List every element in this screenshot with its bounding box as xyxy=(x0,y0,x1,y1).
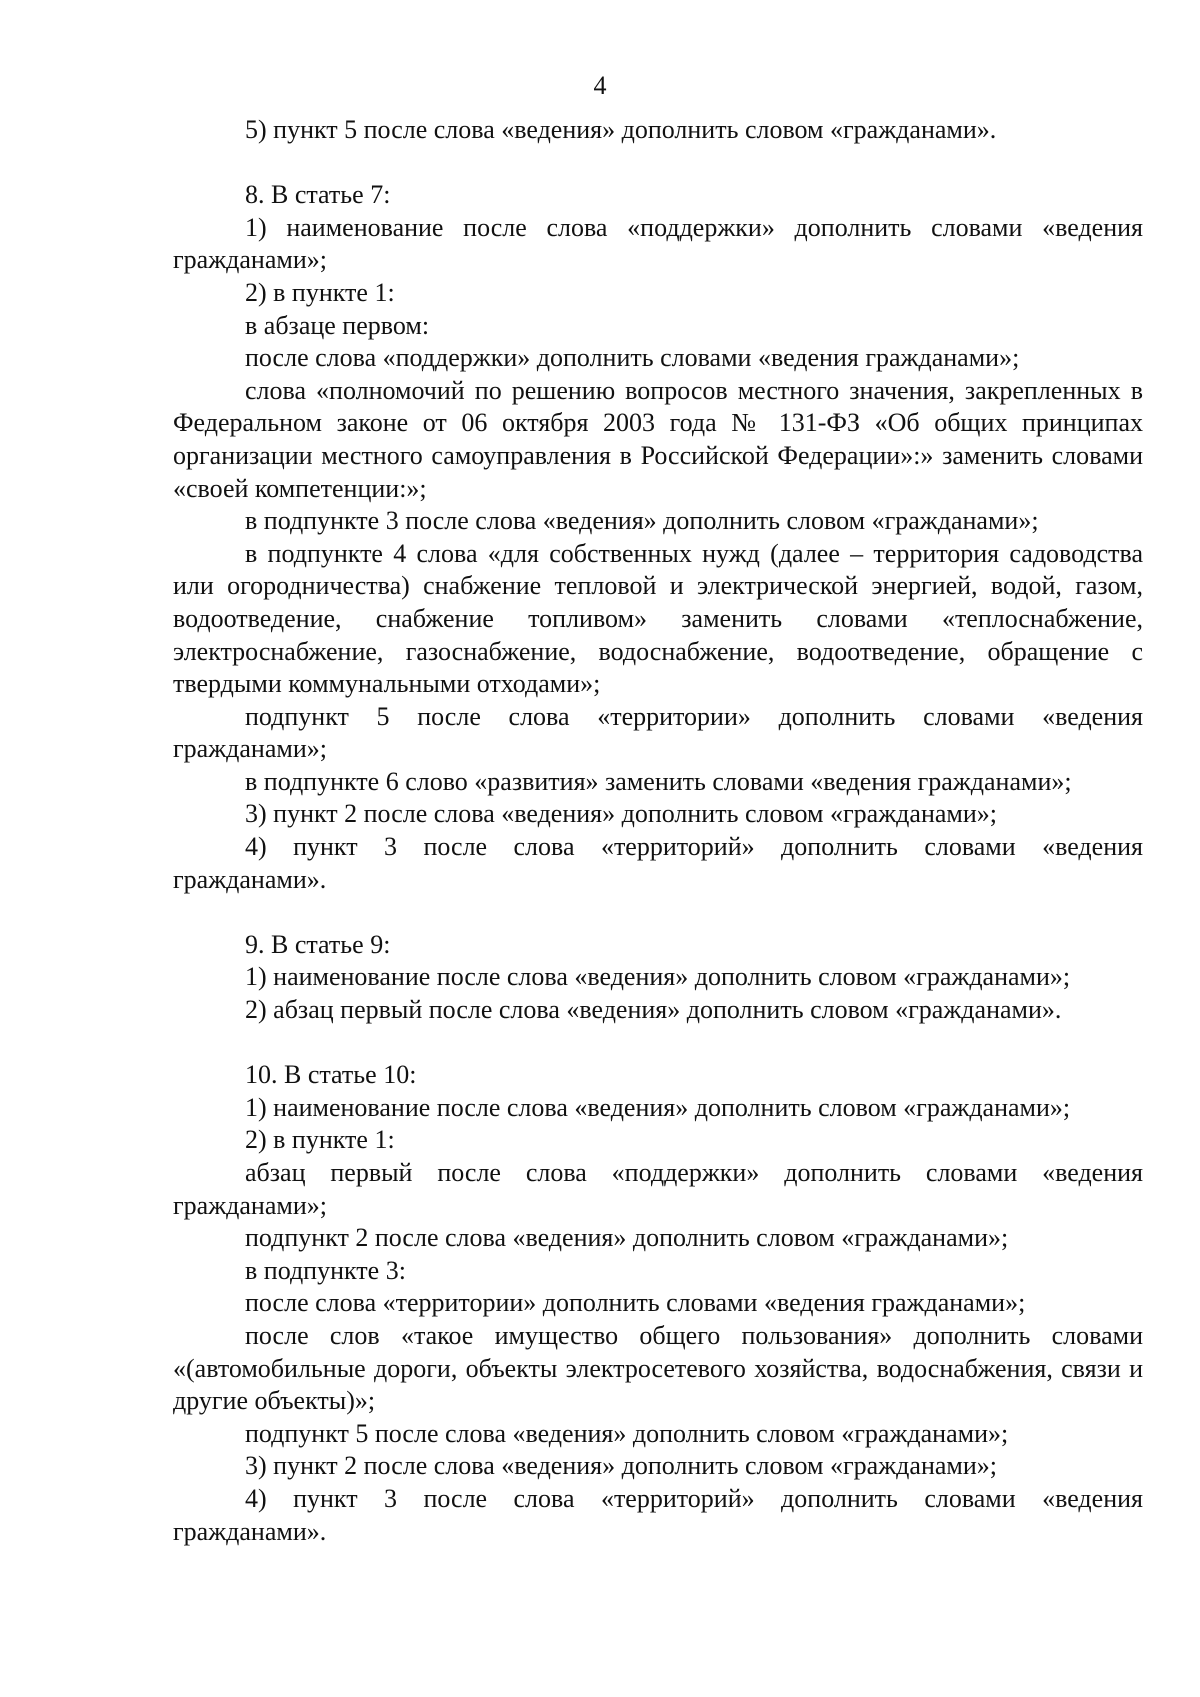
section-heading-article-9: 9. В статье 9: xyxy=(245,929,391,959)
paragraph: 3) пункт 2 после слова «ведения» дополнить словом «гражданами»; xyxy=(245,799,997,829)
paragraph: слова «полномочий по решению вопросов местного значения, закрепленных в Федеральном законе от 06 октября 2003 года № 131-ФЗ «Об общих принципах организации местного самоуправления в Российской Федерации»:» заменить словами «своей компетенции:»; xyxy=(173,375,1143,503)
paragraph: после слова «поддержки» дополнить словами «ведения гражданами»; xyxy=(245,343,1020,373)
page-number: 4 xyxy=(593,71,607,100)
paragraph: после слова «территории» дополнить словами «ведения гражданами»; xyxy=(245,1288,1026,1318)
paragraph: в подпункте 3: xyxy=(245,1255,406,1285)
paragraph: 2) в пункте 1: xyxy=(245,1125,395,1155)
paragraph: 2) абзац первый после слова «ведения» дополнить словом «гражданами». xyxy=(245,995,1062,1025)
paragraph: в подпункте 3 после слова «ведения» дополнить словом «гражданами»; xyxy=(245,506,1039,536)
paragraph: 1) наименование после слова «поддержки» дополнить словами «ведения гражданами»; xyxy=(173,212,1143,275)
paragraph: в подпункте 6 слово «развития» заменить словами «ведения гражданами»; xyxy=(245,766,1072,796)
section-heading-article-7: 8. В статье 7: xyxy=(245,180,391,210)
paragraph: 1) наименование после слова «ведения» дополнить словом «гражданами»; xyxy=(245,1092,1071,1122)
paragraph: 4) пункт 3 после слова «территорий» дополнить словами «ведения гражданами». xyxy=(173,1483,1143,1546)
paragraph: 1) наименование после слова «ведения» дополнить словом «гражданами»; xyxy=(245,962,1071,992)
paragraph: 5) пункт 5 после слова «ведения» дополнить словом «гражданами». xyxy=(245,115,997,144)
paragraph: 2) в пункте 1: xyxy=(245,277,395,307)
document-body xyxy=(173,114,1143,1548)
paragraph: подпункт 5 после слова «ведения» дополнить словом «гражданами»; xyxy=(245,1418,1009,1448)
paragraph: после слов «такое имущество общего пользования» дополнить словами «(автомобильные дороги, объекты электросетевого хозяйства, водоснабжения, связи и другие объекты)»; xyxy=(173,1320,1143,1416)
paragraph: в подпункте 4 слова «для собственных нужд (далее – территория садоводства или огородничества) снабжение тепловой и электрической энергией, водой, газом, водоотведение, снабжение топливом» заменить словами «теплоснабжение, электроснабжение, газоснабжение, водоснабжение, водоотведение, обращение с твердыми коммунальными отходами»; xyxy=(173,538,1143,699)
paragraph: в абзаце первом: xyxy=(245,310,430,340)
paragraph: 3) пункт 2 после слова «ведения» дополнить словом «гражданами»; xyxy=(245,1451,997,1481)
section-heading-article-10: 10. В статье 10: xyxy=(245,1060,417,1090)
paragraph: подпункт 2 после слова «ведения» дополнить словом «гражданами»; xyxy=(245,1223,1009,1253)
paragraph: абзац первый после слова «поддержки» дополнить словами «ведения гражданами»; xyxy=(173,1158,1143,1220)
paragraph: 4) пункт 3 после слова «территорий» дополнить словами «ведения гражданами». xyxy=(173,832,1143,894)
paragraph: подпункт 5 после слова «территории» дополнить словами «ведения гражданами»; xyxy=(173,701,1143,764)
